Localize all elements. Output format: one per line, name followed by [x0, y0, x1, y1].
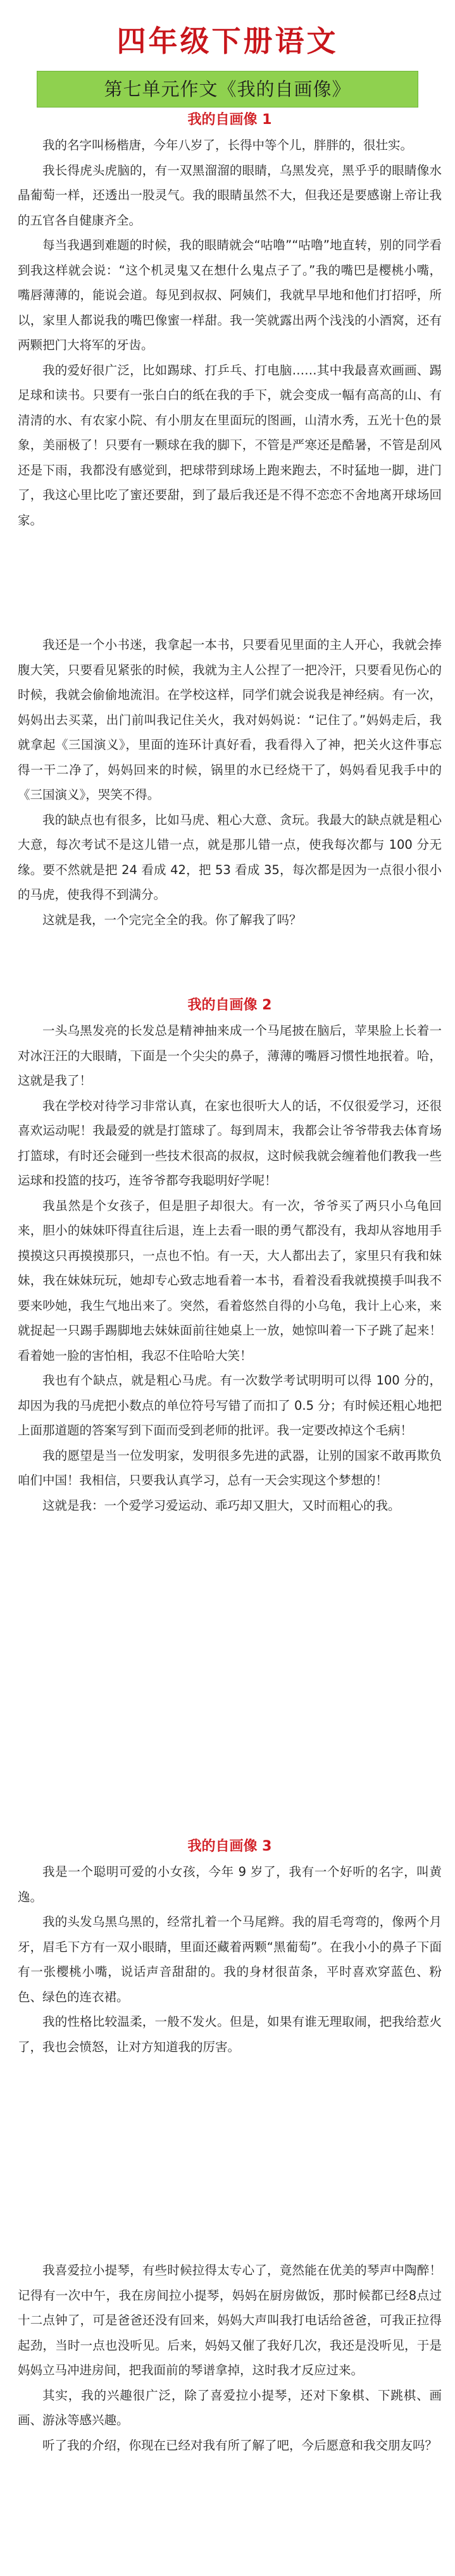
essay-2-paragraph-6: 这就是我：一个爱学习爱运动、乖巧却又胆大，又时而粗心的我。	[42, 1498, 401, 1513]
page-title: 四年级下册语文	[116, 24, 339, 58]
essay-3-paragraph-3: 我的性格比较温柔，一般不发火。但是，如果有谁无理取闹，把我给惹火了，我也会愤怒，让对方知道我的厉害。	[18, 2014, 442, 2054]
essay-1-paragraph-5: 我还是一个小书迷，我拿起一本书，只要看见里面的主人开心，我就会捧腹大笑，只要看见紧张的时候，我就为主人公捏了一把冷汗，只要看见伤心的时候，我就会偷偷地流泪。在学校这样，同学们就会说我是神经病。有一次，妈妈出去买菜，出门前叫我记住关火，我对妈妈说：“记住了。”妈妈走后，我就拿起《三国演义》，里面的连环计真好看，我看得入了神，把关火这件事忘得一干二净了，妈妈回来的时候，锅里的水已经烧干了，妈妈看见我手中的《三国演义》，哭笑不得。	[18, 638, 442, 802]
essay-1-paragraph-3: 每当我遇到难题的时候，我的眼睛就会“咕噜”“咕噜”地直转，别的同学看到我这样就会说：“这个机灵鬼又在想什么鬼点子了。”我的嘴巴是樱桃小嘴，嘴唇薄薄的，能说会道。每见到叔叔、阿姨们，我就早早地和他们打招呼，所以，家里人都说我的嘴巴像蜜一样甜。我一笑就露出两个浅浅的小酒窝，还有两颗把门大将军的牙齿。	[18, 238, 442, 352]
essay-1-paragraph-1: 我的名字叫杨楷唐，今年八岁了，长得中等个儿，胖胖的，很壮实。	[42, 138, 413, 152]
essay-3-paragraph-5: 其实，我的兴趣很广泛，除了喜爱拉小提琴，还对下象棋、下跳棋、画画、游泳等感兴趣。	[18, 2388, 442, 2427]
essay-1-paragraph-4: 我的爱好很广泛，比如踢球、打乒乓、打电脑……其中我最喜欢画画、踢足球和读书。只要有一张白白的纸在我的手下，就会变成一幅有高高的山、有清清的水、有农家小院、有小朋友在里面玩的图画，山清水秀，五光十色的景象，美丽极了！只要有一颗球在我的脚下，不管是严寒还是酷暑，不管是刮风还是下雨，我都没有感觉到，把球带到球场上跑来跑去，不时猛地一脚，进门了，我这心里比吃了蜜还要甜，到了最后我还是不得不恋恋不舍地离开球场回家。	[18, 362, 442, 527]
essay-3-paragraph-6: 听了我的介绍，你现在已经对我有所了解了吧，今后愿意和我交朋友吗？	[42, 2437, 438, 2453]
essay-1-paragraph-7: 这就是我，一个完完全全的我。你了解我了吗？	[42, 912, 302, 927]
subtitle-banner-wrap	[0, 63, 455, 108]
essay-3-paragraph-1: 我是一个聪明可爱的小女孩，今年 9 岁了，我有一个好听的名字，叫黄逸。	[18, 1864, 442, 1904]
essay-2-paragraph-2: 我在学校对待学习非常认真，在家也很听大人的话，不仅很爱学习，还很喜欢运动呢！我最爱的就是打篮球了。每到周末，我都会让爷爷带我去体育场打篮球，有时还会碰到一些技术很高的叔叔，这时候我就会缠着他们教我一些运球和投篮的技巧，连爷爷都夸我聪明好学呢！	[18, 1098, 442, 1188]
essay-1-title: 我的自画像 1	[187, 112, 272, 128]
essay-2-paragraph-5: 我的愿望是当一位发明家，发明很多先进的武器，让别的国家不敢再欺负咱们中国！我相信，只要我认真学习，总有一天会实现这个梦想的！	[18, 1448, 442, 1488]
essay-1-paragraph-2: 我长得虎头虎脑的，有一双黑溜溜的眼睛，乌黑发亮，黑乎乎的眼睛像水晶葡萄一样，还透出一股灵气。我的眼睛虽然不大，但我还是要感谢上帝让我的五官各自健康齐全。	[18, 163, 442, 228]
essay-2-paragraph-4: 我也有个缺点，就是粗心马虎。有一次数学考试明明可以得 100 分的，却因为我的马虎把小数点的单位符号写错了而扣了 0.5 分；有时候还粗心地把上面那道题的答案写到下面而受到老师的批评。我一定要改掉这个毛病！	[18, 1373, 442, 1438]
essay-2-title: 我的自画像 2	[187, 997, 272, 1013]
essay-2-paragraph-3: 我虽然是个女孩子，但是胆子却很大。有一次，爷爷买了两只小乌龟回来，胆小的妹妹吓得直往后退，连上去看一眼的勇气都没有，我却从容地用手摸摸这只再摸摸那只，一点也不怕。有一天，大人都出去了，家里只有我和妹妹，我在妹妹玩玩，她却专心致志地看着一本书，看着没看我就摸摸手叫我不要来吵她，我生气地出来了。突然，看着悠然自得的小乌龟，我计上心来，来就捉起一只踢手踢脚地去妹妹面前往她桌上一放，她惊叫着一下子跳了起来！看着她一脸的害怕相，我忍不住哈哈大笑！	[18, 1198, 442, 1363]
essay-3-title: 我的自画像 3	[187, 1839, 272, 1854]
essay-1-paragraph-6: 我的缺点也有很多，比如马虎、粗心大意、贪玩。我最大的缺点就是粗心大意，每次考试不是这儿错一点，就是那儿错一点，使我每次都与 100 分无缘。要不然就是把 24 看成 42，把 53 看成 35，每次都是因为一点很小很小的马虎，使我得不到满分。	[18, 812, 442, 902]
essay-3-continued	[18, 2258, 442, 2458]
essay-1-continued	[18, 632, 442, 932]
essay-2	[18, 993, 442, 1518]
essay-2-paragraph-1: 一头乌黑发亮的长发总是精神抽来成一个马尾披在脑后，苹果脸上长着一对冰汪汪的大眼睛，下面是一个尖尖的鼻子，薄薄的嘴唇习惯性地抿着。哈，这就是我了！	[18, 1023, 442, 1088]
essay-3-paragraph-4: 我喜爱拉小提琴，有些时候拉得太专心了，竟然能在优美的琴声中陶醉！记得有一次中午，我在房间拉小提琴，妈妈在厨房做饭，那时候都已经8点过十二点钟了，可是爸爸还没有回来，妈妈大声叫我打电话给爸爸，可我正拉得起劲，当时一点也没听见。后来，妈妈又催了我好几次，我还是没听见，于是妈妈立马冲进房间，把我面前的琴谱拿掉，这时我才反应过来。	[18, 2263, 442, 2377]
essay-1	[18, 108, 442, 533]
subtitle-banner: 第七单元作文《我的自画像》	[37, 71, 418, 108]
essay-3	[18, 1834, 442, 2059]
essay-3-paragraph-2: 我的头发乌黑乌黑的，经常扎着一个马尾辫。我的眉毛弯弯的，像两个月牙，眉毛下方有一双小眼睛，里面还藏着两颗“黑葡萄”。在我小小的鼻子下面有一张樱桃小嘴，说话声音甜甜的。我的身材很苗条，平时喜欢穿蓝色、粉色、绿色的连衣裙。	[18, 1914, 442, 2004]
